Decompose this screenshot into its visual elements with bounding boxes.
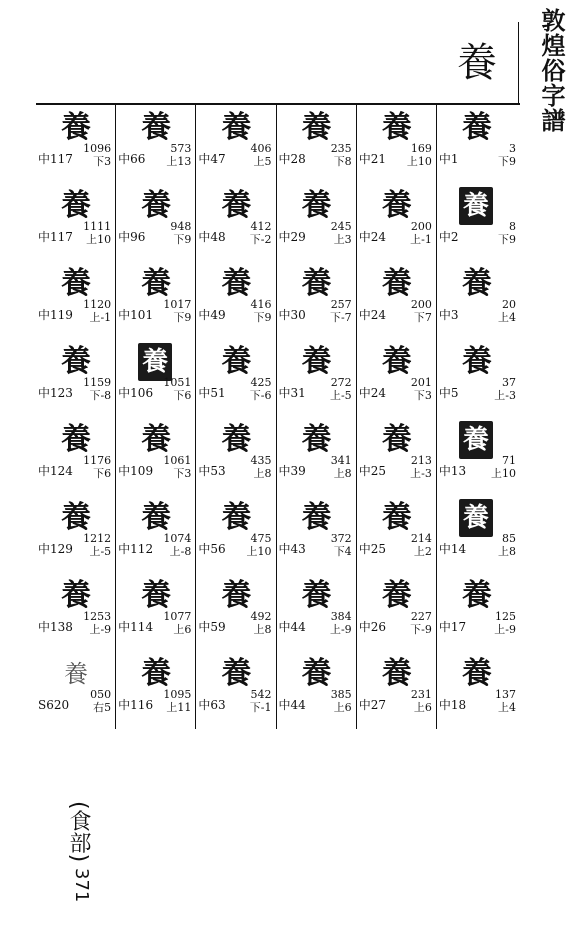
glyph-sample: 養	[141, 578, 172, 613]
reference-number: 542	[250, 688, 272, 701]
line-position: 上8	[253, 623, 272, 636]
glyph-column	[36, 105, 116, 729]
glyph-sample: 養	[301, 110, 332, 145]
glyph-cell	[277, 651, 356, 729]
source-code: 中117	[38, 230, 73, 244]
glyph-sample: 養	[301, 188, 332, 223]
line-position: 上4	[497, 311, 516, 324]
source-code: 中14	[438, 542, 467, 556]
source-code: 中106	[118, 386, 154, 400]
glyph-sample: 養	[381, 500, 412, 535]
line-position: 上-5	[89, 545, 112, 558]
glyph-sample: 養	[221, 188, 252, 223]
glyph-sample: 養	[61, 266, 91, 301]
line-position: 下-2	[249, 233, 272, 246]
reference-number: 416	[250, 298, 272, 311]
glyph-sample: 養	[61, 188, 91, 223]
source-code: 中17	[438, 620, 467, 634]
line-position: 下9	[173, 233, 192, 246]
source-code: 中5	[438, 386, 459, 400]
glyph-cell	[116, 651, 195, 729]
glyph-cell	[196, 417, 275, 495]
glyph-sample: 養	[459, 499, 493, 537]
glyph-sample: 養	[61, 500, 91, 535]
glyph-sample: 養	[301, 422, 332, 457]
reference-number: 475	[250, 532, 272, 545]
reference-number: 1017	[163, 298, 192, 311]
glyph-cell	[357, 417, 436, 495]
line-position: 上6	[333, 701, 352, 714]
glyph-sample: 養	[221, 266, 252, 301]
glyph-cell	[36, 573, 115, 651]
reference-number: 492	[250, 610, 272, 623]
reference-number: 1111	[83, 220, 112, 233]
glyph-sample: 養	[461, 344, 492, 379]
reference-number: 20	[501, 298, 516, 311]
line-position: 下3	[173, 467, 192, 480]
glyph-sample: 養	[381, 266, 412, 301]
source-code: 中119	[38, 308, 73, 322]
source-code: 中117	[38, 152, 73, 166]
line-position: 上-3	[410, 467, 432, 480]
glyph-table	[36, 105, 520, 729]
line-position: 下9	[497, 155, 516, 168]
reference-number: 235	[330, 142, 352, 155]
glyph-sample: 養	[381, 188, 412, 223]
source-code: 中43	[278, 542, 306, 556]
line-position: 上-3	[494, 389, 516, 402]
line-position: 上3	[333, 233, 352, 246]
source-code: 中30	[278, 308, 306, 322]
source-code: 中96	[118, 230, 146, 244]
reference-number: 257	[330, 298, 352, 311]
glyph-cell	[437, 339, 520, 417]
reference-number: 1096	[83, 142, 112, 155]
reference-number: 200	[410, 220, 432, 233]
glyph-column	[437, 105, 520, 729]
reference-number: 227	[410, 610, 432, 623]
reference-number: 137	[494, 688, 516, 701]
source-code: 中114	[118, 620, 154, 634]
glyph-cell	[357, 105, 436, 183]
glyph-column	[277, 105, 357, 729]
source-code: 中101	[118, 308, 154, 322]
glyph-cell	[277, 417, 356, 495]
glyph-cell	[357, 651, 436, 729]
line-position: 上8	[497, 545, 516, 558]
source-code: 中53	[198, 464, 226, 478]
glyph-column	[357, 105, 437, 729]
line-position: 下6	[173, 389, 192, 402]
reference-number: 1253	[83, 610, 112, 623]
glyph-sample: 養	[221, 110, 252, 145]
glyph-sample: 養	[381, 422, 412, 457]
glyph-cell	[36, 417, 115, 495]
line-position: 上8	[333, 467, 352, 480]
reference-number: 8	[508, 220, 516, 233]
source-code: 中66	[118, 152, 146, 166]
glyph-sample: 養	[221, 656, 252, 691]
reference-number: 1095	[163, 688, 192, 701]
reference-number: 201	[410, 376, 432, 389]
glyph-cell	[196, 339, 275, 417]
reference-number: 1074	[163, 532, 192, 545]
source-code: 中21	[358, 152, 386, 166]
glyph-cell	[357, 339, 436, 417]
line-position: 上2	[413, 545, 432, 558]
glyph-sample: 養	[459, 421, 493, 459]
reference-number: 050	[90, 688, 112, 701]
reference-number: 341	[330, 454, 352, 467]
glyph-cell	[277, 105, 356, 183]
glyph-cell	[36, 495, 115, 573]
glyph-sample: 養	[141, 656, 172, 691]
source-code: 中24	[358, 386, 386, 400]
source-code: 中27	[358, 698, 386, 712]
source-code: 中29	[278, 230, 306, 244]
glyph-cell	[36, 339, 115, 417]
page-number: 371	[71, 868, 92, 903]
source-code: 中109	[118, 464, 154, 478]
glyph-column	[196, 105, 276, 729]
glyph-cell	[437, 417, 520, 495]
line-position: 上11	[166, 701, 192, 714]
source-code: 中59	[198, 620, 226, 634]
glyph-sample: 養	[381, 344, 412, 379]
source-code: 中63	[198, 698, 226, 712]
line-position: 上6	[413, 701, 432, 714]
glyph-sample: 養	[301, 266, 332, 301]
line-position: 下-8	[89, 389, 112, 402]
line-position: 下6	[93, 467, 112, 480]
reference-number: 213	[410, 454, 432, 467]
glyph-sample: 養	[461, 110, 492, 145]
source-code: 中28	[278, 152, 306, 166]
source-code: 中116	[118, 698, 154, 712]
glyph-sample: 養	[301, 656, 332, 691]
glyph-sample: 養	[301, 344, 332, 379]
line-position: 下3	[93, 155, 112, 168]
reference-number: 245	[330, 220, 352, 233]
line-position: 上8	[253, 467, 272, 480]
reference-number: 1212	[83, 532, 112, 545]
glyph-cell	[437, 651, 520, 729]
source-code: 中44	[278, 698, 306, 712]
glyph-column	[116, 105, 196, 729]
line-position: 下4	[333, 545, 352, 558]
glyph-sample: 養	[301, 500, 332, 535]
line-position: 右5	[93, 701, 112, 714]
reference-number: 125	[494, 610, 516, 623]
glyph-sample: 養	[381, 110, 412, 145]
reference-number: 573	[170, 142, 192, 155]
line-position: 下9	[173, 311, 192, 324]
reference-number: 1159	[83, 376, 112, 389]
glyph-sample: 養	[61, 110, 91, 145]
reference-number: 385	[330, 688, 352, 701]
source-code: 中124	[38, 464, 73, 478]
source-code: 中2	[438, 230, 459, 244]
glyph-sample: 養	[381, 656, 412, 691]
reference-number: 384	[330, 610, 352, 623]
reference-number: 200	[410, 298, 432, 311]
glyph-cell	[36, 261, 115, 339]
reference-number: 231	[410, 688, 432, 701]
glyph-sample: 養	[141, 266, 172, 301]
glyph-sample: 養	[221, 422, 252, 457]
line-position: 上10	[246, 545, 272, 558]
glyph-cell	[437, 573, 520, 651]
book-title: 敦煌俗字譜	[537, 8, 566, 133]
line-position: 上-1	[410, 233, 432, 246]
glyph-sample: 養	[141, 110, 172, 145]
source-code: 中138	[38, 620, 73, 634]
reference-number: 1061	[163, 454, 192, 467]
glyph-cell	[196, 183, 275, 261]
reference-number: 214	[410, 532, 432, 545]
glyph-cell	[36, 183, 115, 261]
glyph-sample: 養	[461, 656, 492, 691]
source-code: 中18	[438, 698, 467, 712]
glyph-cell	[357, 261, 436, 339]
reference-number: 1051	[163, 376, 192, 389]
glyph-cell	[116, 183, 195, 261]
line-position: 上10	[406, 155, 432, 168]
line-position: 上-1	[89, 311, 112, 324]
glyph-cell	[196, 261, 275, 339]
line-position: 上6	[173, 623, 192, 636]
source-code: 中13	[438, 464, 467, 478]
source-code: 中1	[438, 152, 459, 166]
source-code: 中31	[278, 386, 306, 400]
glyph-cell	[36, 105, 115, 183]
glyph-cell	[357, 495, 436, 573]
line-position: 上10	[490, 467, 516, 480]
glyph-sample: 養	[381, 578, 412, 613]
source-code: 中49	[198, 308, 226, 322]
source-code: 中51	[198, 386, 226, 400]
line-position: 上-9	[329, 623, 352, 636]
reference-number: 406	[250, 142, 272, 155]
glyph-sample: 養	[221, 578, 252, 613]
glyph-cell	[437, 261, 520, 339]
reference-number: 169	[410, 142, 432, 155]
line-position: 下7	[413, 311, 432, 324]
glyph-cell	[437, 105, 520, 183]
line-position: 上-8	[169, 545, 192, 558]
glyph-sample: 養	[221, 344, 252, 379]
glyph-cell	[116, 417, 195, 495]
glyph-sample: 養	[141, 422, 172, 457]
glyph-cell	[196, 105, 275, 183]
glyph-sample: 養	[461, 266, 492, 301]
glyph-sample: 養	[61, 344, 91, 379]
reference-number: 372	[330, 532, 352, 545]
source-code: 中24	[358, 230, 386, 244]
reference-number: 1176	[83, 454, 112, 467]
line-position: 上13	[166, 155, 192, 168]
line-position: 上5	[253, 155, 272, 168]
source-code: 中39	[278, 464, 306, 478]
reference-number: 948	[170, 220, 192, 233]
reference-number: 1120	[83, 298, 112, 311]
line-position: 上-5	[329, 389, 352, 402]
source-code: 中25	[358, 464, 386, 478]
glyph-cell	[357, 183, 436, 261]
header-side-rule	[518, 22, 519, 104]
line-position: 下3	[413, 389, 432, 402]
source-code: 中47	[198, 152, 226, 166]
glyph-cell	[437, 495, 520, 573]
line-position: 上-9	[89, 623, 112, 636]
glyph-sample: 養	[221, 500, 252, 535]
glyph-sample: 養	[138, 343, 172, 381]
source-code: 中3	[438, 308, 459, 322]
glyph-cell	[116, 495, 195, 573]
glyph-sample: 養	[461, 578, 492, 613]
source-code: 中48	[198, 230, 226, 244]
line-position: 上10	[86, 233, 112, 246]
reference-number: 85	[501, 532, 516, 545]
glyph-sample: 養	[141, 188, 172, 223]
reference-number: 412	[250, 220, 272, 233]
reference-number: 425	[250, 376, 272, 389]
glyph-sample: 養	[141, 500, 172, 535]
glyph-cell	[277, 261, 356, 339]
reference-number: 3	[508, 142, 516, 155]
reference-number: 1077	[163, 610, 192, 623]
line-position: 上4	[497, 701, 516, 714]
glyph-sample: 養	[64, 660, 88, 688]
glyph-cell	[116, 105, 195, 183]
line-position: 下-9	[410, 623, 432, 636]
line-position: 下9	[497, 233, 516, 246]
source-code: 中56	[198, 542, 226, 556]
line-position: 下-6	[249, 389, 272, 402]
reference-number: 272	[330, 376, 352, 389]
glyph-cell	[196, 651, 275, 729]
source-code: 中25	[358, 542, 386, 556]
source-code: 中123	[38, 386, 73, 400]
source-code: S620	[38, 698, 70, 712]
reference-number: 71	[501, 454, 516, 467]
line-position: 下-7	[329, 311, 352, 324]
source-code: 中112	[118, 542, 154, 556]
glyph-cell	[196, 573, 275, 651]
glyph-cell	[277, 339, 356, 417]
entry-head-character: 養	[457, 40, 497, 86]
glyph-cell	[437, 183, 520, 261]
line-position: 下8	[333, 155, 352, 168]
glyph-sample: 養	[459, 187, 493, 225]
line-position: 下9	[253, 311, 272, 324]
glyph-cell	[116, 261, 195, 339]
glyph-cell	[357, 573, 436, 651]
glyph-cell	[196, 495, 275, 573]
glyph-sample: 養	[301, 578, 332, 613]
source-code: 中129	[38, 542, 73, 556]
source-code: 中24	[358, 308, 386, 322]
reference-number: 37	[501, 376, 516, 389]
glyph-cell	[277, 573, 356, 651]
line-position: 下-1	[249, 701, 272, 714]
glyph-cell	[36, 651, 115, 729]
radical-note: (食部)	[66, 801, 91, 863]
source-code: 中44	[278, 620, 306, 634]
reference-number: 435	[250, 454, 272, 467]
glyph-cell	[116, 339, 195, 417]
glyph-cell	[277, 183, 356, 261]
source-code: 中26	[358, 620, 386, 634]
line-position: 上-9	[494, 623, 516, 636]
glyph-cell	[116, 573, 195, 651]
glyph-sample: 養	[61, 578, 91, 613]
glyph-cell	[277, 495, 356, 573]
glyph-sample: 養	[61, 422, 91, 457]
